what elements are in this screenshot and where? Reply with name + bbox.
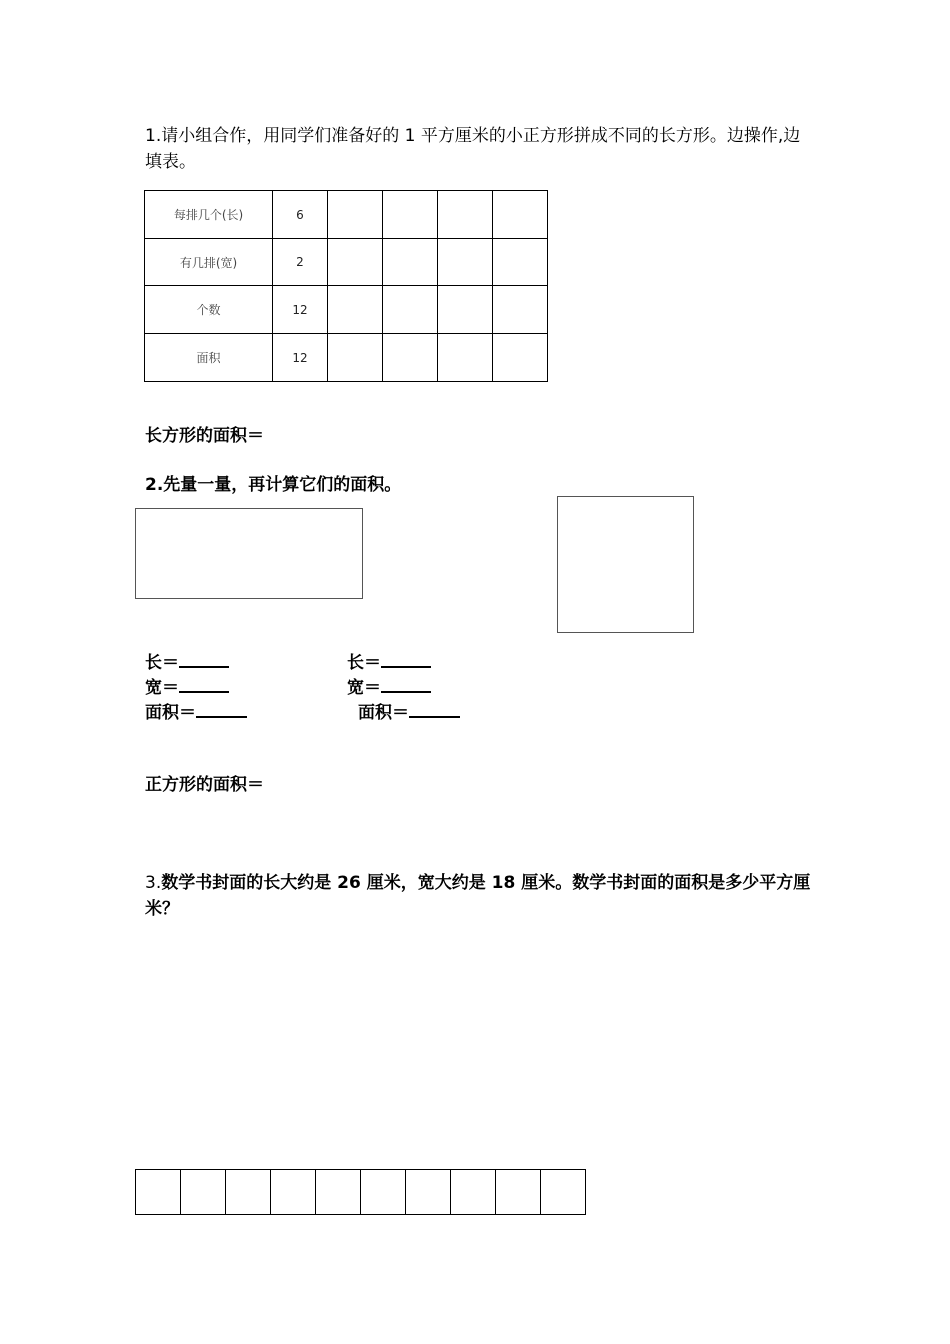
blank-cell[interactable] bbox=[438, 239, 493, 286]
grid-cell[interactable] bbox=[181, 1169, 226, 1215]
table-cell-value: 12 bbox=[273, 286, 328, 334]
rectangle-area-formula: 长方形的面积＝ bbox=[145, 426, 264, 446]
blank-cell[interactable] bbox=[383, 191, 438, 239]
table-row-label: 面积 bbox=[145, 334, 273, 382]
table-cell-value: 2 bbox=[273, 239, 328, 286]
right-length-answer bbox=[347, 648, 431, 675]
blank-cell[interactable] bbox=[328, 239, 383, 286]
blank-cell[interactable] bbox=[328, 334, 383, 382]
answer-blank[interactable] bbox=[179, 648, 229, 668]
question-3-number: 3. bbox=[145, 873, 162, 893]
left-area-label: 面积＝ bbox=[145, 703, 196, 723]
blank-cell[interactable] bbox=[438, 334, 493, 382]
grid-cell[interactable] bbox=[316, 1169, 361, 1215]
blank-cell[interactable] bbox=[493, 286, 548, 334]
square-figure bbox=[557, 496, 694, 633]
blank-cell[interactable] bbox=[383, 286, 438, 334]
answer-grid bbox=[135, 1169, 586, 1215]
answer-blank[interactable] bbox=[409, 698, 460, 718]
question-3-text bbox=[145, 870, 815, 922]
answer-blank[interactable] bbox=[179, 673, 229, 693]
table-row bbox=[145, 239, 548, 286]
right-length-label: 长＝ bbox=[347, 653, 381, 673]
table-row-label: 每排几个(长) bbox=[145, 191, 273, 239]
blank-cell[interactable] bbox=[493, 334, 548, 382]
right-area-answer bbox=[358, 698, 460, 725]
grid-cell[interactable] bbox=[361, 1169, 406, 1215]
grid-cell[interactable] bbox=[406, 1169, 451, 1215]
blank-cell[interactable] bbox=[328, 191, 383, 239]
blank-cell[interactable] bbox=[438, 191, 493, 239]
table-row bbox=[145, 286, 548, 334]
table-row-label: 有几排(宽) bbox=[145, 239, 273, 286]
left-width-answer bbox=[145, 673, 229, 700]
rectangle-figure bbox=[135, 508, 363, 599]
right-area-label: 面积＝ bbox=[358, 703, 409, 723]
table-cell-value: 6 bbox=[273, 191, 328, 239]
grid-cell[interactable] bbox=[541, 1169, 586, 1215]
fill-in-table bbox=[144, 190, 548, 382]
grid-cell[interactable] bbox=[226, 1169, 271, 1215]
left-length-answer bbox=[145, 648, 229, 675]
square-area-formula: 正方形的面积＝ bbox=[145, 775, 264, 795]
grid-cell[interactable] bbox=[451, 1169, 496, 1215]
blank-cell[interactable] bbox=[493, 239, 548, 286]
blank-cell[interactable] bbox=[328, 286, 383, 334]
table-row bbox=[145, 334, 548, 382]
grid-cell[interactable] bbox=[271, 1169, 316, 1215]
table-cell-value: 12 bbox=[273, 334, 328, 382]
grid-cell[interactable] bbox=[496, 1169, 541, 1215]
blank-cell[interactable] bbox=[383, 334, 438, 382]
question-1-text: 1.请小组合作，用同学们准备好的 1 平方厘米的小正方形拼成不同的长方形。边操作,边填表。 bbox=[145, 126, 801, 172]
grid-cell[interactable] bbox=[136, 1169, 181, 1215]
answer-blank[interactable] bbox=[381, 648, 431, 668]
blank-cell[interactable] bbox=[383, 239, 438, 286]
table-row-label: 个数 bbox=[145, 286, 273, 334]
left-length-label: 长＝ bbox=[145, 653, 179, 673]
answer-blank[interactable] bbox=[196, 698, 247, 718]
answer-blank[interactable] bbox=[381, 673, 431, 693]
blank-cell[interactable] bbox=[493, 191, 548, 239]
right-width-answer bbox=[347, 673, 431, 700]
question-3-body: 数学书封面的长大约是 26 厘米，宽大约是 18 厘米。数学书封面的面积是多少平方厘米？ bbox=[145, 873, 811, 919]
question-2-text: 2.先量一量，再计算它们的面积。 bbox=[145, 475, 402, 495]
table-row bbox=[145, 191, 548, 239]
right-width-label: 宽＝ bbox=[347, 678, 381, 698]
left-area-answer bbox=[145, 698, 247, 725]
blank-cell[interactable] bbox=[438, 286, 493, 334]
left-width-label: 宽＝ bbox=[145, 678, 179, 698]
